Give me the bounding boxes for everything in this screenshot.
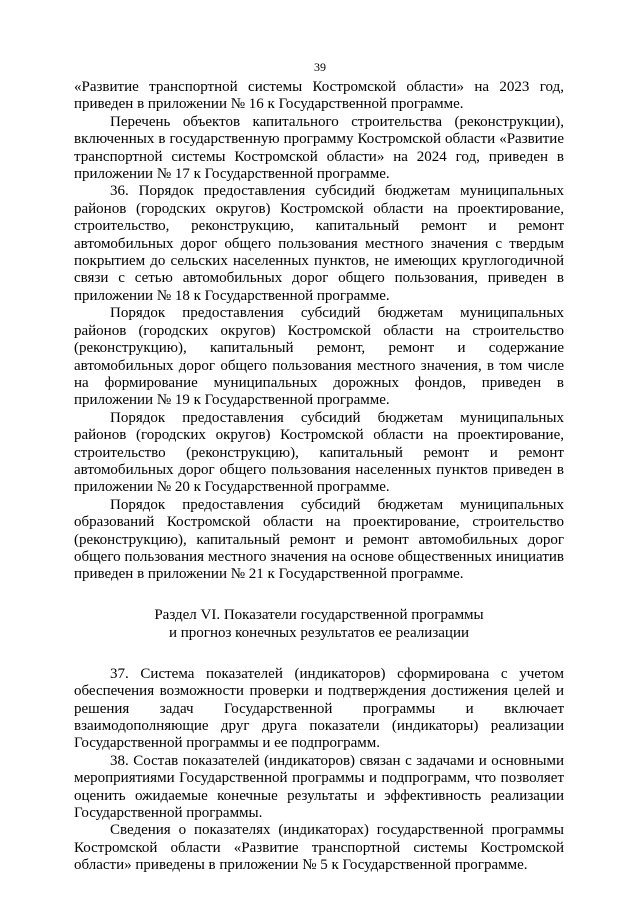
paragraph: Порядок предоставления субсидий бюджетам муниципальных районов (городских округов) Костромской области на проектирование, строительство (реконструкцию), капитальный ремонт и ремонт автомобильных дорог общего пользования населенных пунктов приведен в приложении № 20 к Государственной программе.: [74, 409, 564, 496]
paragraph: Порядок предоставления субсидий бюджетам муниципальных образований Костромской области на проектирование, строительство (реконструкцию), капитальный ремонт и ремонт автомобильных дорог общего пользования местного значения на основе общественных инициатив приведен в приложении № 21 к Государственной программе.: [74, 496, 564, 583]
section-heading-line: Раздел VI. Показатели государственной программы: [154, 606, 484, 623]
section-heading: [74, 606, 564, 642]
section-heading-line: и прогноз конечных результатов ее реализации: [168, 624, 469, 641]
paragraph: 37. Система показателей (индикаторов) сформирована с учетом обеспечения возможности проверки и подтверждения достижения целей и решения задач Государственной программы и включает взаимодополняющие друг друга показатели (индикаторы) реализации Государственной программы и ее подпрограмм.: [74, 665, 564, 752]
paragraph: Перечень объектов капитального строительства (реконструкции), включенных в государственную программу Костромской области «Развитие транспортной системы Костромской области» на 2024 год, приведен в приложении № 17 к Государственной программе.: [74, 113, 564, 183]
paragraph: 36. Порядок предоставления субсидий бюджетам муниципальных районов (городских округов) Костромской области на проектирование, строительство, реконструкцию, капитальный ремонт и ремонт автомобильных дорог общего пользования местного значения с твердым покрытием до сельских населенных пунктов, не имеющих круглогодичной связи с сетью автомобильных дорог общего пользования, приведен в приложении № 18 к Государственной программе.: [74, 183, 564, 304]
paragraph: «Развитие транспортной системы Костромской области» на 2023 год, приведен в приложении № 16 к Государственной программе.: [74, 79, 564, 113]
paragraph: Сведения о показателях (индикаторах) государственной программы Костромской области «Развитие транспортной системы Костромской области» приведены в приложении № 5 к Государственной программе.: [74, 822, 564, 874]
paragraph: 38. Состав показателей (индикаторов) связан с задачами и основными мероприятиями Государственной программы и подпрограмм, что позволяет оценить ожидаемые конечные результаты и эффективность реализации Государственной программы.: [74, 752, 564, 822]
paragraph: Порядок предоставления субсидий бюджетам муниципальных районов (городских округов) Костромской области на строительство (реконструкцию), капитальный ремонт, ремонт и содержание автомобильных дорог общего пользования местного значения, в том числе на формирование муниципальных дорожных фондов, приведен в приложении № 19 к Государственной программе.: [74, 305, 564, 409]
page-number: 39: [314, 60, 326, 74]
document-body: [74, 79, 564, 875]
